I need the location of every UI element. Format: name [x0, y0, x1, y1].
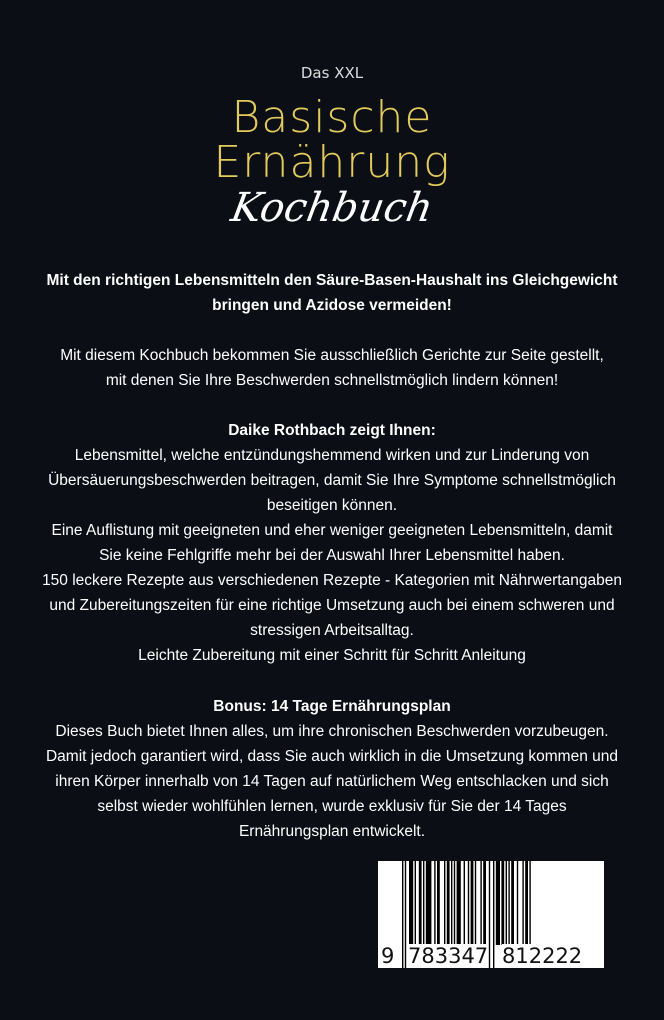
barcode-bar [405, 861, 406, 968]
isbn-barcode [378, 861, 604, 968]
section-heading: Daike Rothbach zeigt Ihnen: [228, 422, 436, 439]
barcode-bar [402, 861, 403, 968]
barcode-bar [426, 861, 432, 945]
barcode-bar [522, 861, 523, 945]
text-line: stressigen Arbeitsalltag. [250, 622, 414, 639]
barcode-left-digits: 783347 [408, 944, 489, 968]
section-features [0, 418, 664, 668]
subtitle-script: Kochbuch [227, 185, 437, 231]
barcode-bar [419, 861, 422, 945]
text-line: Eine Auflistung mit geeigneten und eher weniger geeigneten Lebensmitteln, damit [51, 522, 613, 539]
text-line: beseitigen können. [266, 497, 398, 514]
intro-line: bringen und Azidose vermeiden! [212, 297, 452, 314]
text-line: selbst wieder wohlfühlen lernen, wurde exklusiv für Sie der 14 Tages [97, 798, 567, 815]
barcode-bar [493, 861, 494, 968]
barcode-bar [468, 861, 469, 945]
barcode-bar [496, 861, 500, 945]
barcode-bar [444, 861, 445, 945]
pretitle: Das XXL [300, 64, 364, 82]
barcode-right-digits: 812222 [502, 944, 583, 968]
barcode-bar [447, 861, 450, 945]
barcode-bar [471, 861, 474, 945]
barcode-bar [511, 861, 514, 945]
barcode-bar [457, 861, 461, 945]
section-bonus [0, 694, 664, 844]
barcode-bar [525, 861, 528, 945]
barcode-bar [437, 861, 440, 945]
text-line: 150 leckere Rezepte aus verschiedenen Rezepte - Kategorien mit Nährwertangaben [42, 572, 622, 589]
text-line: und Zubereitungszeiten für eine richtige Umsetzung auch bei einem schweren und [49, 597, 615, 614]
paragraph-1 [0, 343, 664, 393]
text-line: Sie keine Fehlgriffe mehr bei der Auswahl Ihrer Lebensmittel haben. [99, 547, 565, 564]
text-line: Übersäuerungsbeschwerden beitragen, damit Sie Ihre Symptome schnellstmöglich [48, 472, 616, 489]
text-line: Damit jedoch garantiert wird, dass Sie auch wirklich in die Umsetzung kommen und [45, 748, 619, 765]
barcode-bar [501, 861, 504, 945]
barcode-bar [508, 861, 509, 945]
barcode-bar [464, 861, 465, 945]
intro [0, 268, 664, 318]
text-line: Dieses Buch bietet Ihnen alles, um ihre chronischen Beschwerden vorzubeugen. [55, 723, 609, 740]
barcode-bar [475, 861, 476, 945]
barcode-bar [434, 861, 435, 945]
barcode-bar [517, 861, 518, 945]
barcode-bar [454, 861, 455, 945]
title-line-2: Ernährung [213, 137, 451, 188]
barcode-bar [409, 861, 413, 945]
title-line-1: Basische [231, 92, 433, 143]
text-line: Lebensmittel, welche entzündungshemmend wirken und zur Linderung von [74, 447, 590, 464]
barcode-bar [489, 861, 490, 968]
barcode-bar [415, 861, 416, 945]
text-line: mit denen Sie Ihre Beschwerden schnellstmöglich lindern können! [105, 372, 559, 389]
barcode-bar [480, 861, 481, 945]
intro-line: Mit den richtigen Lebensmitteln den Säure-Basen-Haushalt ins Gleichgewicht [46, 272, 618, 289]
barcode-bar [529, 861, 530, 945]
text-line: Mit diesem Kochbuch bekommen Sie ausschließlich Gerichte zur Seite gestellt, [60, 347, 604, 364]
text-line: Leichte Zubereitung mit einer Schritt für Schritt Anleitung [138, 647, 526, 664]
barcode-bar [451, 861, 452, 945]
barcode-lead-digit: 9 [381, 944, 395, 968]
barcode-bar [423, 861, 424, 945]
barcode-bar [483, 861, 486, 945]
section-heading: Bonus: 14 Tage Ernährungsplan [213, 698, 451, 715]
text-line: Ernährungsplan entwickelt. [238, 823, 426, 840]
text-line: ihren Körper innerhalb von 14 Tagen auf natürlichem Weg entschlacken und sich [55, 773, 609, 790]
barcode-bar [506, 861, 507, 945]
